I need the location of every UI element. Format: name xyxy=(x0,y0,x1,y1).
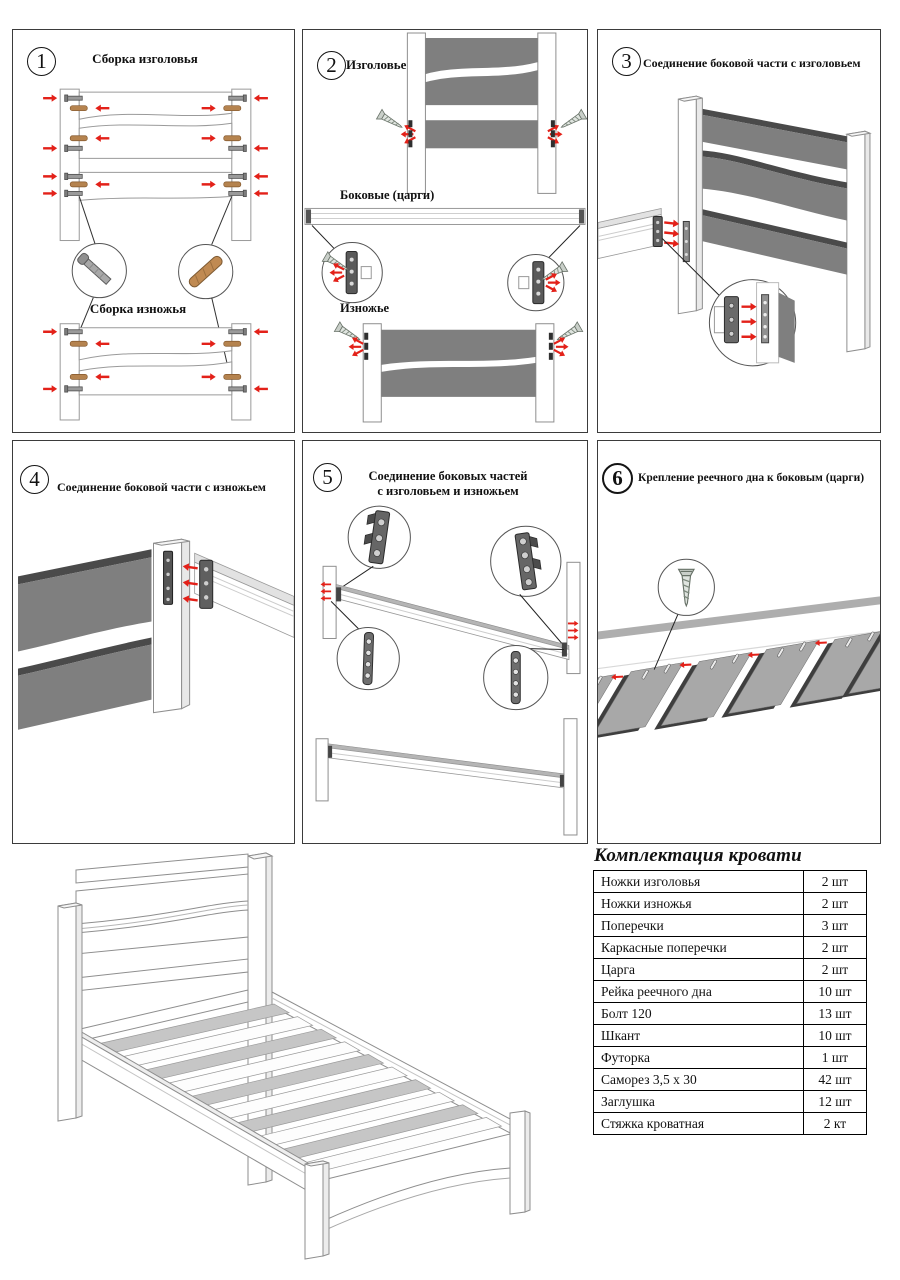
label-footboard: Изножье xyxy=(340,301,390,315)
part-name: Рейка реечного дна xyxy=(594,981,804,1003)
panel-step-6 xyxy=(597,440,881,844)
step-number: 1 xyxy=(27,47,56,76)
headboard-left-leg xyxy=(60,89,79,240)
headboard-right-leg xyxy=(232,89,251,240)
headboard-board xyxy=(79,172,232,200)
parts-list-title: Комплектация кровати xyxy=(594,845,802,866)
panel-step-3 xyxy=(597,29,881,433)
part-qty: 2 шт xyxy=(804,893,867,915)
part-name: Поперечки xyxy=(594,915,804,937)
rail-band xyxy=(598,596,880,639)
side-rail-3d xyxy=(195,553,294,637)
headboard-bottom-rail xyxy=(76,959,248,991)
part-qty: 2 шт xyxy=(804,937,867,959)
table-row xyxy=(594,1113,867,1135)
label-headboard: Изголовье xyxy=(346,57,407,72)
part-qty: 2 шт xyxy=(804,871,867,893)
panel5-title-line1: Соединение боковых частей xyxy=(368,469,528,483)
table-row xyxy=(594,1003,867,1025)
headboard-board xyxy=(79,123,232,158)
part-name: Шкант xyxy=(594,1025,804,1047)
part-qty: 10 шт xyxy=(804,981,867,1003)
parts-list xyxy=(593,845,871,1135)
label-side-rails: Боковые (царги) xyxy=(340,188,435,202)
table-row xyxy=(594,1069,867,1091)
side-rail xyxy=(305,208,585,224)
table-row xyxy=(594,1047,867,1069)
panel3-drawing xyxy=(598,30,880,432)
part-name: Болт 120 xyxy=(594,1003,804,1025)
bed-drawing xyxy=(20,850,580,1270)
panel5-title-line2: с изголовьем и изножьем xyxy=(377,484,519,498)
panel6-title: Крепление реечного дна к боковым (царги) xyxy=(638,472,865,484)
table-row xyxy=(594,937,867,959)
footboard-left-leg xyxy=(60,324,79,420)
footboard-right-leg xyxy=(232,324,251,420)
headboard-board xyxy=(79,92,232,119)
panel1-drawing xyxy=(13,30,294,432)
rail-bracket xyxy=(579,209,584,223)
panel2-drawing xyxy=(303,30,587,432)
headboard-right-leg xyxy=(538,33,556,193)
left-post xyxy=(323,566,336,638)
panel6-drawing xyxy=(598,441,880,843)
step-number: 5 xyxy=(313,463,342,492)
parts-table-body xyxy=(594,871,867,1135)
part-name: Ножки изголовья xyxy=(594,871,804,893)
part-name: Саморез 3,5 х 30 xyxy=(594,1069,804,1091)
side-rail-3d xyxy=(598,208,662,258)
step-number: 4 xyxy=(20,465,49,494)
headboard-left-leg xyxy=(407,33,425,193)
headboard-post xyxy=(58,903,76,1121)
assembled-bed-illustration xyxy=(20,850,580,1270)
table-row xyxy=(594,871,867,893)
part-qty: 13 шт xyxy=(804,1003,867,1025)
part-name: Ножки изножья xyxy=(594,893,804,915)
footboard-post xyxy=(305,1161,323,1259)
panel4-drawing xyxy=(13,441,294,843)
assembled-rail xyxy=(316,719,577,835)
table-row xyxy=(594,959,867,981)
panel-step-1 xyxy=(12,29,295,433)
part-qty: 42 шт xyxy=(804,1069,867,1091)
footboard-post xyxy=(510,1111,525,1214)
part-qty: 2 кт xyxy=(804,1113,867,1135)
panel3-title: Соединение боковой части с изголовьем xyxy=(643,56,861,70)
table-row xyxy=(594,915,867,937)
left-post xyxy=(316,739,328,801)
table-row xyxy=(594,981,867,1003)
panel1-title-headboard: Сборка изголовья xyxy=(92,51,198,66)
panel4-title: Соединение боковой части с изножьем xyxy=(57,480,266,494)
part-name: Заглушка xyxy=(594,1091,804,1113)
part-qty: 1 шт xyxy=(804,1047,867,1069)
table-row xyxy=(594,1025,867,1047)
panel5-drawing xyxy=(303,441,587,843)
right-post xyxy=(564,719,577,835)
part-name: Футорка xyxy=(594,1047,804,1069)
panel1-title-footboard: Сборка изножья xyxy=(89,301,187,316)
panel-step-2 xyxy=(302,29,588,433)
step-number: 3 xyxy=(612,47,641,76)
part-qty: 3 шт xyxy=(804,915,867,937)
panel-step-5 xyxy=(302,440,588,844)
parts-table xyxy=(593,870,867,1135)
footboard-board xyxy=(79,362,232,395)
rail-bracket xyxy=(306,209,311,223)
part-name: Каркасные поперечки xyxy=(594,937,804,959)
rail-bracket xyxy=(336,587,341,601)
headboard-boards xyxy=(425,38,537,148)
part-qty: 10 шт xyxy=(804,1025,867,1047)
step-number: 2 xyxy=(317,51,346,80)
part-qty: 12 шт xyxy=(804,1091,867,1113)
table-row xyxy=(594,893,867,915)
step-number: 6 xyxy=(602,463,633,494)
part-name: Царга xyxy=(594,959,804,981)
part-qty: 2 шт xyxy=(804,959,867,981)
panel-step-4 xyxy=(12,440,295,844)
part-name: Стяжка кроватная xyxy=(594,1113,804,1135)
footboard-boards xyxy=(381,330,536,397)
table-row xyxy=(594,1091,867,1113)
